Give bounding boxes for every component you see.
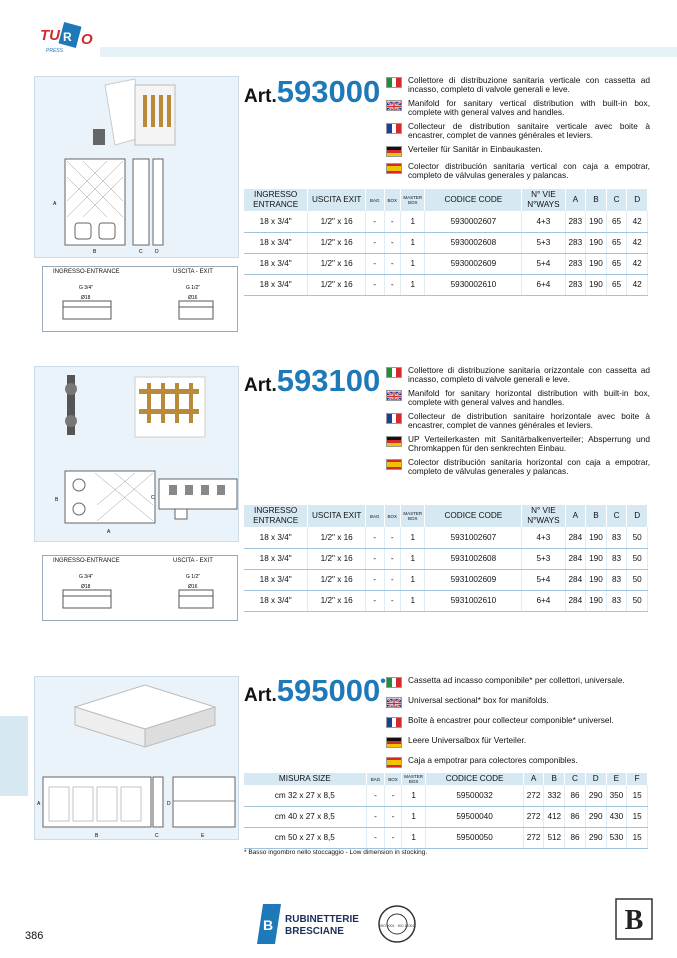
french-flag-icon xyxy=(386,717,402,728)
art-prefix: Art. xyxy=(244,86,277,107)
entrance-label: INGRESSO-ENTRANCE xyxy=(53,269,120,275)
b-brand-icon xyxy=(614,897,654,941)
desc-it: Collettore di distribuzione sanitaria orizzontale con cassetta ad incasso, completo di valvole generali e leve. xyxy=(386,366,650,384)
article-title-593000 xyxy=(244,74,380,110)
svg-text:B: B xyxy=(624,905,644,936)
rubinetterie-bresciane-logo xyxy=(257,900,427,948)
table-row: 18 x 3/4" 1/2" x 16 - - 1 5930002607 4+3 283 190 65 42 xyxy=(244,211,648,232)
svg-text:B: B xyxy=(55,497,59,503)
svg-text:B: B xyxy=(263,917,274,933)
french-flag-icon xyxy=(386,123,402,134)
description-list-593100 xyxy=(386,366,650,481)
g-in: G 3/4" xyxy=(79,285,94,291)
svg-text:A: A xyxy=(53,201,57,207)
table-row: cm 50 x 27 x 8,5 - - 1 59500050 272 512 86 290 530 15 xyxy=(244,827,648,848)
french-flag-icon xyxy=(386,413,402,424)
desc-it: Cassetta ad incasso componibile* per collettori, universale. xyxy=(386,676,650,688)
d-out: Ø16 xyxy=(188,295,198,301)
article-title-593100 xyxy=(244,363,380,399)
spanish-flag-icon xyxy=(386,459,402,470)
desc-en: Universal sectional* box for manifolds. xyxy=(386,696,650,708)
art-number: 593100 xyxy=(276,363,381,398)
footer-brand-line1: RUBINETTERIE xyxy=(285,914,359,925)
german-flag-icon xyxy=(386,436,402,447)
spanish-flag-icon xyxy=(386,163,402,174)
spanish-flag-icon xyxy=(386,757,402,768)
product-illustration-595000 xyxy=(34,676,239,840)
desc-es: Colector distribución sanitaria horizontal con caja a empotrar, completo de válvulas generales y palancas. xyxy=(386,458,650,476)
desc-fr: Collecteur de distribution sanitaire verticale avec boite à encastrer, complet de vannes générales et leviers. xyxy=(386,122,650,140)
svg-text:A: A xyxy=(37,801,41,807)
art-number: 595000 xyxy=(276,673,381,708)
svg-text:R: R xyxy=(63,30,72,44)
uk-flag-icon xyxy=(386,697,402,708)
iso-cert-text: ISO 9001 · ISO 14001 xyxy=(379,924,415,928)
table-row: 18 x 3/4" 1/2" x 16 - - 1 5930002610 6+4 283 190 65 42 xyxy=(244,274,648,295)
table-row: 18 x 3/4" 1/2" x 16 - - 1 5931002608 5+3 284 190 83 50 xyxy=(244,548,648,569)
table-row: 18 x 3/4" 1/2" x 16 - - 1 5931002607 4+3 284 190 83 50 xyxy=(244,527,648,548)
product-illustration-593100 xyxy=(34,366,239,542)
exit-label: USCITA - EXIT xyxy=(173,269,213,275)
german-flag-icon xyxy=(386,146,402,157)
spec-table-595000: MISURA SIZE BAG BOX MASTER BOX CODICE CODE A B C D E F cm 32 x 27 x 8,5 - - 1 59500032 272 332 86 290 350 15 cm 40 x 27 x 8,5 - - 1 59500040 272 412 86 290 430 15 cm 50 x 27 x 8,5 - - 1 59500050 272 512 86 290 530 15 xyxy=(244,773,648,849)
uk-flag-icon xyxy=(386,100,402,111)
spec-table-593100: INGRESSO ENTRANCE USCITA EXIT BAG BOX MASTER BOX CODICE CODE N° VIE N°WAYS A B C D 18 x 3/4" 1/2" x 16 - - 1 5931002607 4+3 284 190 83 50 18 x 3/4" 1/2" x 16 - - 1 5931002608 5+3 284 190 83 50 18 x 3/4" 1/2" x 16 - - 1 5931002609 5+4 284 190 83 50 18 x 3/4" 1/2" x 16 - - 1 5931002610 6+4 284 190 83 50 xyxy=(244,505,648,612)
desc-de: Leere Universalbox für Verteiler. xyxy=(386,736,650,748)
desc-en: Manifold for sanitary horizontal distribution with built-in box, complete with general valves and handles. xyxy=(386,389,650,407)
page-number: 386 xyxy=(25,930,44,942)
connection-dimensions-593000 xyxy=(42,266,238,332)
g-out: G 1/2" xyxy=(186,574,201,580)
svg-text:C: C xyxy=(151,495,155,501)
svg-text:D: D xyxy=(155,249,159,255)
turbo-press-logo xyxy=(40,18,102,58)
entrance-label: INGRESSO-ENTRANCE xyxy=(53,558,120,564)
art-suffix: • xyxy=(380,673,386,690)
italian-flag-icon xyxy=(386,77,402,88)
desc-de: Verteiler für Sanitär in Einbaukasten. xyxy=(386,145,650,157)
description-list-595000 xyxy=(386,676,650,773)
table-row: cm 40 x 27 x 8,5 - - 1 59500040 272 412 86 290 430 15 xyxy=(244,806,648,827)
desc-es: Colector distribución sanitaria vertical con caja a empotrar, completo de válvulas generales y palancas. xyxy=(386,162,650,180)
exit-label: USCITA - EXIT xyxy=(173,558,213,564)
svg-text:B: B xyxy=(95,833,99,839)
table-row: 18 x 3/4" 1/2" x 16 - - 1 5931002610 6+4 284 190 83 50 xyxy=(244,590,648,611)
product-illustration-593000 xyxy=(34,76,239,258)
table-row: 18 x 3/4" 1/2" x 16 - - 1 5931002609 5+4 284 190 83 50 xyxy=(244,569,648,590)
desc-de: UP Verteilerkasten mit Sanitärbalkenverteiler; Absperrung und Chromkappen für den senkrechten Einbau. xyxy=(386,435,650,453)
uk-flag-icon xyxy=(386,390,402,401)
footer-brand-line2: BRESCIANE xyxy=(285,926,344,937)
logo-text-press: PRESS xyxy=(46,48,63,54)
d-in: Ø18 xyxy=(81,584,91,590)
desc-en: Manifold for sanitary vertical distribution with built-in box, complete with general valves and handles. xyxy=(386,99,650,117)
table-row: cm 32 x 27 x 8,5 - - 1 59500032 272 332 86 290 350 15 xyxy=(244,785,648,806)
table-row: 18 x 3/4" 1/2" x 16 - - 1 5930002609 5+4 283 190 65 42 xyxy=(244,253,648,274)
desc-fr: Boîte à encastrer pour collecteur componible* universel. xyxy=(386,716,650,728)
g-out: G 1/2" xyxy=(186,285,201,291)
desc-fr: Collecteur de distribution sanitaire horizontale avec boite à encastrer, complet de vannes générales et leviers. xyxy=(386,412,650,430)
italian-flag-icon xyxy=(386,367,402,378)
description-list-593000 xyxy=(386,76,650,185)
article-title-595000 xyxy=(244,673,386,709)
footnote: * Basso ingombro nello stoccaggio - Low dimension in stocking. xyxy=(244,849,428,856)
svg-text:D: D xyxy=(167,801,171,807)
logo-text-o: O xyxy=(81,31,93,48)
table-row: 18 x 3/4" 1/2" x 16 - - 1 5930002608 5+3 283 190 65 42 xyxy=(244,232,648,253)
art-prefix: Art. xyxy=(244,685,277,706)
art-number: 593000 xyxy=(276,74,381,109)
side-tab xyxy=(0,716,28,796)
logo-text-tu: TU xyxy=(40,27,60,44)
german-flag-icon xyxy=(386,737,402,748)
art-prefix: Art. xyxy=(244,375,277,396)
desc-es: Caja a empotrar para colectores componibles. xyxy=(386,756,650,768)
connection-dimensions-593100 xyxy=(42,555,238,621)
svg-text:A: A xyxy=(107,529,111,535)
d-out: Ø16 xyxy=(188,584,198,590)
header-bar xyxy=(100,47,677,57)
svg-text:C: C xyxy=(139,249,143,255)
svg-text:E: E xyxy=(201,833,205,839)
svg-text:C: C xyxy=(155,833,159,839)
italian-flag-icon xyxy=(386,677,402,688)
svg-text:B: B xyxy=(93,249,97,255)
desc-it: Collettore di distribuzione sanitaria verticale con cassetta ad incasso, completo di valvole generali e leve. xyxy=(386,76,650,94)
spec-table-593000: INGRESSO ENTRANCE USCITA EXIT BAG BOX MASTER BOX CODICE CODE N° VIE N°WAYS A B C D 18 x 3/4" 1/2" x 16 - - 1 5930002607 4+3 283 190 65 42 18 x 3/4" 1/2" x 16 - - 1 5930002608 5+3 283 190 65 42 18 x 3/4" 1/2" x 16 - - 1 5930002609 5+4 283 190 65 42 18 x 3/4" 1/2" x 16 - - 1 5930002610 6+4 283 190 65 42 xyxy=(244,189,648,296)
g-in: G 3/4" xyxy=(79,574,94,580)
d-in: Ø18 xyxy=(81,295,91,301)
